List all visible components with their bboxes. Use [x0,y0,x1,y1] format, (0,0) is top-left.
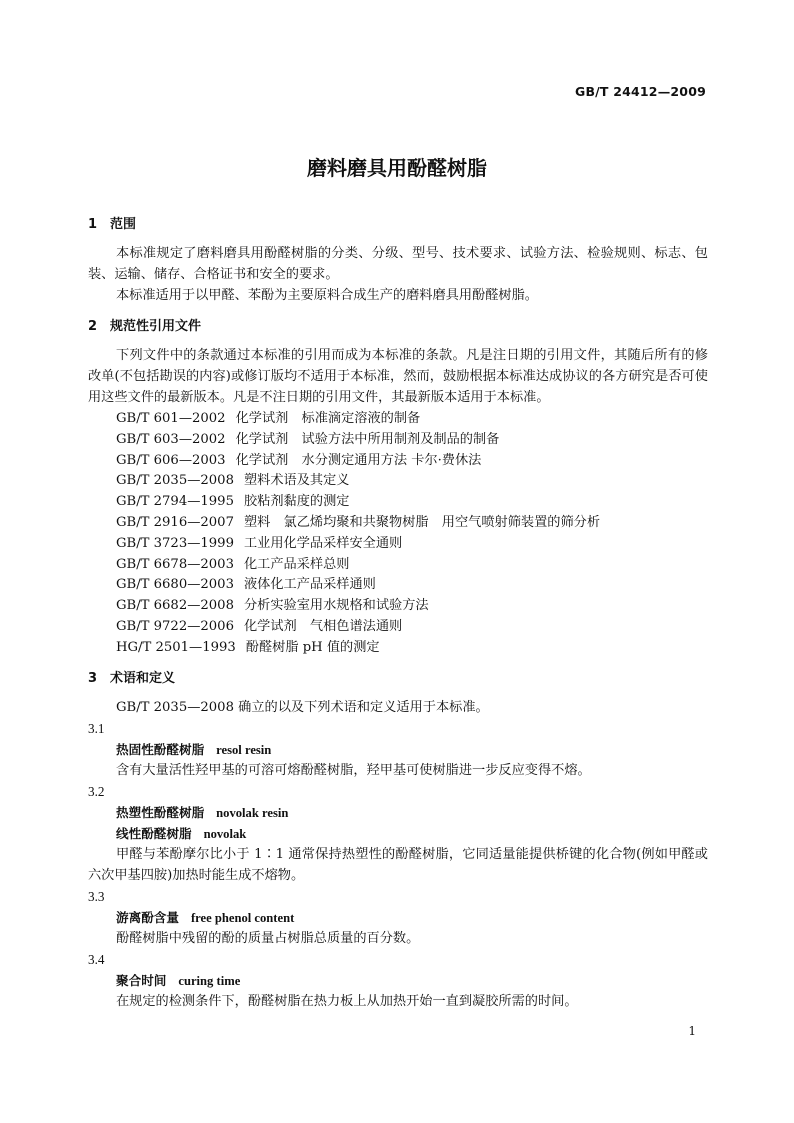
reference-item [116,470,708,491]
term-number: 3.2 [88,783,105,799]
term-definition: 甲醛与苯酚摩尔比小于 1∶1 通常保持热塑性的酚醛树脂，它同适量能提供桥键的化合物(例如甲醛或六次甲基四胺)加热时能生成不熔物。 [88,846,708,883]
section-title: 术语和定义 [110,670,176,686]
reference-title: 化学试剂 试验方法中所用制剂及制品的制备 [235,431,500,447]
reference-item [116,491,708,512]
section-heading-terms [88,668,708,689]
reference-code: GB/T 2916—2007 [116,514,234,530]
terms-intro: GB/T 2035—2008 确立的以及下列术语和定义适用于本标准。 [116,699,489,715]
term-name-en: curing time [178,973,241,988]
reference-code: GB/T 3723—1999 [116,535,234,551]
reference-item [116,512,708,533]
reference-code: GB/T 6678—2003 [116,556,234,572]
reference-code: GB/T 606—2003 [116,452,226,468]
term-name [116,739,708,760]
term-definition: 在规定的检测条件下，酚醛树脂在热力板上从加热开始一直到凝胶所需的时间。 [116,993,578,1009]
reference-title: 塑料 氯乙烯均聚和共聚物树脂 用空气喷射筛装置的筛分析 [243,514,601,530]
term-name-zh: 线性酚醛树脂 [116,825,192,841]
reference-code: GB/T 6680—2003 [116,577,234,593]
section-number: 1 [88,217,98,232]
reference-item [116,595,708,616]
term-name-en: free phenol content [190,910,295,925]
reference-item [116,574,708,595]
term-name-zh: 游离酚含量 [116,909,179,925]
scope-paragraph: 本标准适用于以甲醛、苯酚为主要原料合成生产的磨料磨具用酚醛树脂。 [116,288,538,303]
reference-title: 工业用化学品采样安全通则 [243,535,403,551]
reference-item [116,533,708,554]
document-title: 磨料磨具用酚醛树脂 [307,156,487,180]
references-intro: 下列文件中的条款通过本标准的引用而成为本标准的条款。凡是注日期的引用文件，其随后所有的修改单(不包括勘误的内容)或修订版均不适用于本标准，然而，鼓励根据本标准达成协议的各方研究是否可使用这些文件的最新版本。凡是不注日期的引用文件，其最新版本适用于本标准。 [88,348,708,405]
term-name [116,907,708,928]
reference-item [116,616,708,637]
reference-title: 液体化工产品采样通则 [243,577,376,593]
document-body [88,214,708,1012]
page-number: 1 [688,1024,696,1038]
reference-title: 化学试剂 水分测定通用方法 卡尔·费休法 [235,452,482,468]
term-name-en: novolak [203,826,247,841]
reference-item [116,637,708,658]
reference-item [116,554,708,575]
reference-code: GB/T 2794—1995 [116,494,234,510]
term-number: 3.4 [88,951,105,967]
term-name [116,970,708,991]
section-number: 2 [88,319,98,334]
section-title: 规范性引用文件 [110,319,202,334]
reference-title: 化学试剂 标准滴定溶液的制备 [235,411,421,426]
reference-code: GB/T 601—2002 [116,411,226,426]
term-name [116,802,708,823]
term-name-zh: 热固性酚醛树脂 [116,741,205,757]
reference-item [116,408,708,429]
reference-code: GB/T 603—2002 [116,431,226,447]
term-name [116,823,708,844]
term-name-zh: 聚合时间 [116,972,167,988]
reference-title: 胶粘剂黏度的测定 [243,494,350,510]
reference-list [88,408,708,658]
term-definition: 含有大量活性羟甲基的可溶可熔酚醛树脂，羟甲基可使树脂进一步反应变得不熔。 [116,762,591,778]
reference-code: GB/T 2035—2008 [116,473,234,489]
reference-title: 分析实验室用水规格和试验方法 [243,598,429,614]
section-heading-normative-references [88,316,708,337]
term-number: 3.3 [88,888,105,904]
reference-title: 化学试剂 气相色谱法通则 [243,618,403,634]
reference-item [116,429,708,450]
reference-code: HG/T 2501—1993 [116,639,236,655]
scope-paragraph: 本标准规定了磨料磨具用酚醛树脂的分类、分级、型号、技术要求、试验方法、检验规则、标志、包装、运输、储存、合格证书和安全的要求。 [88,246,708,282]
reference-title: 化工产品采样总则 [243,556,350,572]
reference-title: 酚醛树脂 pH 值的测定 [245,639,380,655]
term-name-zh: 热塑性酚醛树脂 [116,804,205,820]
section-heading-scope [88,214,708,235]
term-number: 3.1 [88,720,105,736]
section-title: 范围 [110,217,137,232]
term-definition: 酚醛树脂中残留的酚的质量占树脂总质量的百分数。 [116,930,420,946]
reference-code: GB/T 6682—2008 [116,598,234,614]
standard-number: GB/T 24412—2009 [574,84,706,99]
term-name-en: novolak resin [216,805,289,820]
section-number: 3 [88,670,98,686]
reference-code: GB/T 9722—2006 [116,618,234,634]
reference-title: 塑料术语及其定义 [243,473,350,489]
term-name-en: resol resin [216,742,272,757]
reference-item [116,450,708,471]
